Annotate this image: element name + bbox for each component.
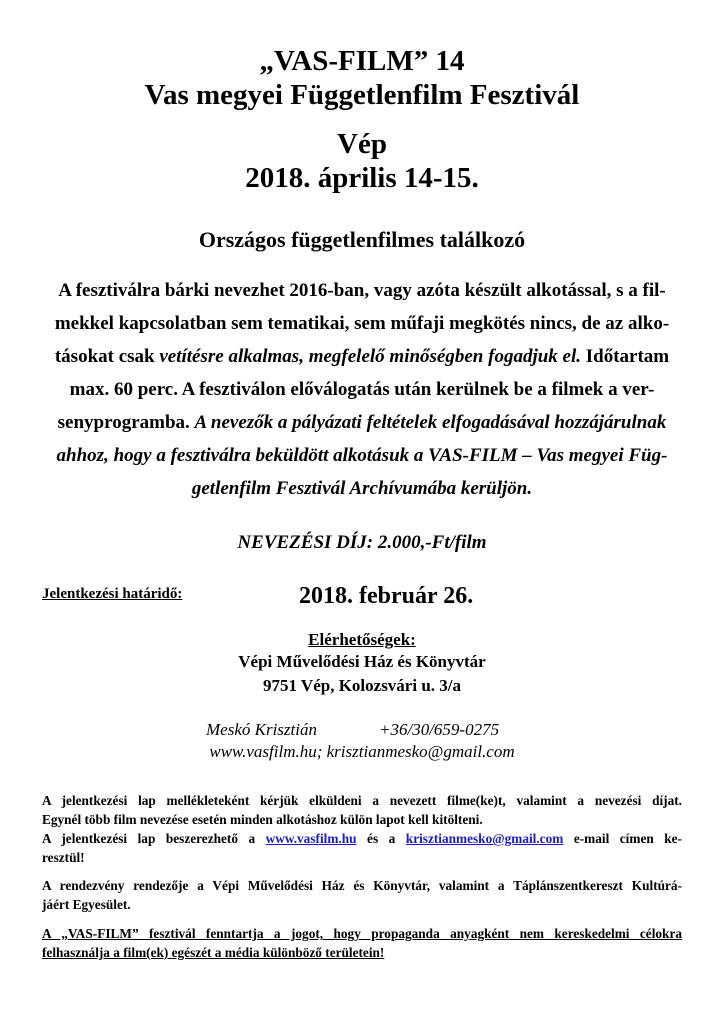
body-line-segment: max. 60 perc. A fesztiválon előválogatás után kerülnek be a filmek a ver- xyxy=(69,379,655,400)
subtitle: Országos függetlenfilmes találkozó xyxy=(198,227,526,252)
body-line xyxy=(0,413,724,432)
body-line xyxy=(0,380,724,399)
note-2: Egynél több film nevezése esetén minden alkotáshoz külön lapot kell kitölteni. xyxy=(42,812,483,827)
note-5: A rendezvény rendezője a Vépi Művelődési Ház és Könyvtár, valamint a Táplánszentkereszt Kultúrá- xyxy=(42,878,682,893)
contacts-address: 9751 Vép, Kolozsvári u. 3/a xyxy=(262,676,462,695)
body-line xyxy=(0,479,724,498)
note-3 xyxy=(42,832,682,845)
body-line-segment: getlenfilm Fesztivál Archívumába kerüljön. xyxy=(191,478,533,499)
body-line xyxy=(0,314,724,333)
entry-fee: NEVEZÉSI DÍJ: 2.000,-Ft/film xyxy=(237,532,487,553)
body-line-segment: Időtartam xyxy=(581,346,670,367)
note-4: resztül! xyxy=(42,850,85,865)
note-8: felhasználja a film(ek) egészét a média különböző területein! xyxy=(42,945,385,960)
note-3-text: és a xyxy=(367,831,396,846)
contacts-heading: Elérhetőségek: xyxy=(308,630,416,649)
body-line-segment: tásokat csak xyxy=(54,346,160,367)
body-line-segment: mekkel kapcsolatban sem tematikai, sem műfaji megkötés nincs, de az alko- xyxy=(54,313,670,334)
note-1: A jelentkezési lap mellékleteként kérjük elküldeni a nevezett filme(ke)t, valamint a nevezési díjat. xyxy=(42,793,682,808)
body-line xyxy=(0,347,724,366)
title-line-1: „VAS-FILM” 14 xyxy=(259,45,465,77)
deadline-label: Jelentkezési határidő: xyxy=(42,586,183,602)
body-line xyxy=(0,281,724,300)
body-line-segment: senyprogramba. xyxy=(57,412,195,433)
contact-phone: +36/30/659-0275 xyxy=(379,720,500,739)
contact-person: Meskó Krisztián xyxy=(206,720,317,739)
link-vasfilm[interactable]: www.vasfilm.hu xyxy=(265,831,357,846)
contact-web-email: www.vasfilm.hu; krisztianmesko@gmail.com xyxy=(209,742,515,761)
deadline-value: 2018. február 26. xyxy=(299,583,474,609)
body-line-segment: vetítésre alkalmas, megfelelő minőségben fogadjuk el. xyxy=(159,346,581,367)
body-line-segment: A fesztiválra bárki nevezhet 2016-ban, vagy azóta készült alkotással, s a fil- xyxy=(58,280,666,301)
place: Vép xyxy=(337,128,387,160)
link-email[interactable]: krisztianmesko@gmail.com xyxy=(405,831,564,846)
note-3-text: e-mail címen ke- xyxy=(573,831,682,846)
contacts-org: Vépi Művelődési Ház és Könyvtár xyxy=(238,652,486,671)
body-line-segment: ahhoz, hogy a fesztiválra beküldött alkotásuk a VAS-FILM – Vas megyei Füg- xyxy=(56,445,668,466)
note-3-text: A jelentkezési lap beszerezhető a xyxy=(42,831,256,846)
note-7: A „VAS-FILM” fesztivál fenntartja a jogot, hogy propaganda anyagként nem kereskedelmi célokra xyxy=(42,926,682,941)
event-date: 2018. április 14-15. xyxy=(245,162,479,194)
note-6: jáért Egyesület. xyxy=(42,897,131,912)
body-line-segment: A nevezők a pályázati feltételek elfogadásával hozzájárulnak xyxy=(194,412,667,433)
title-line-2: Vas megyei Függetlenfilm Fesztivál xyxy=(144,79,580,111)
body-line xyxy=(0,446,724,465)
